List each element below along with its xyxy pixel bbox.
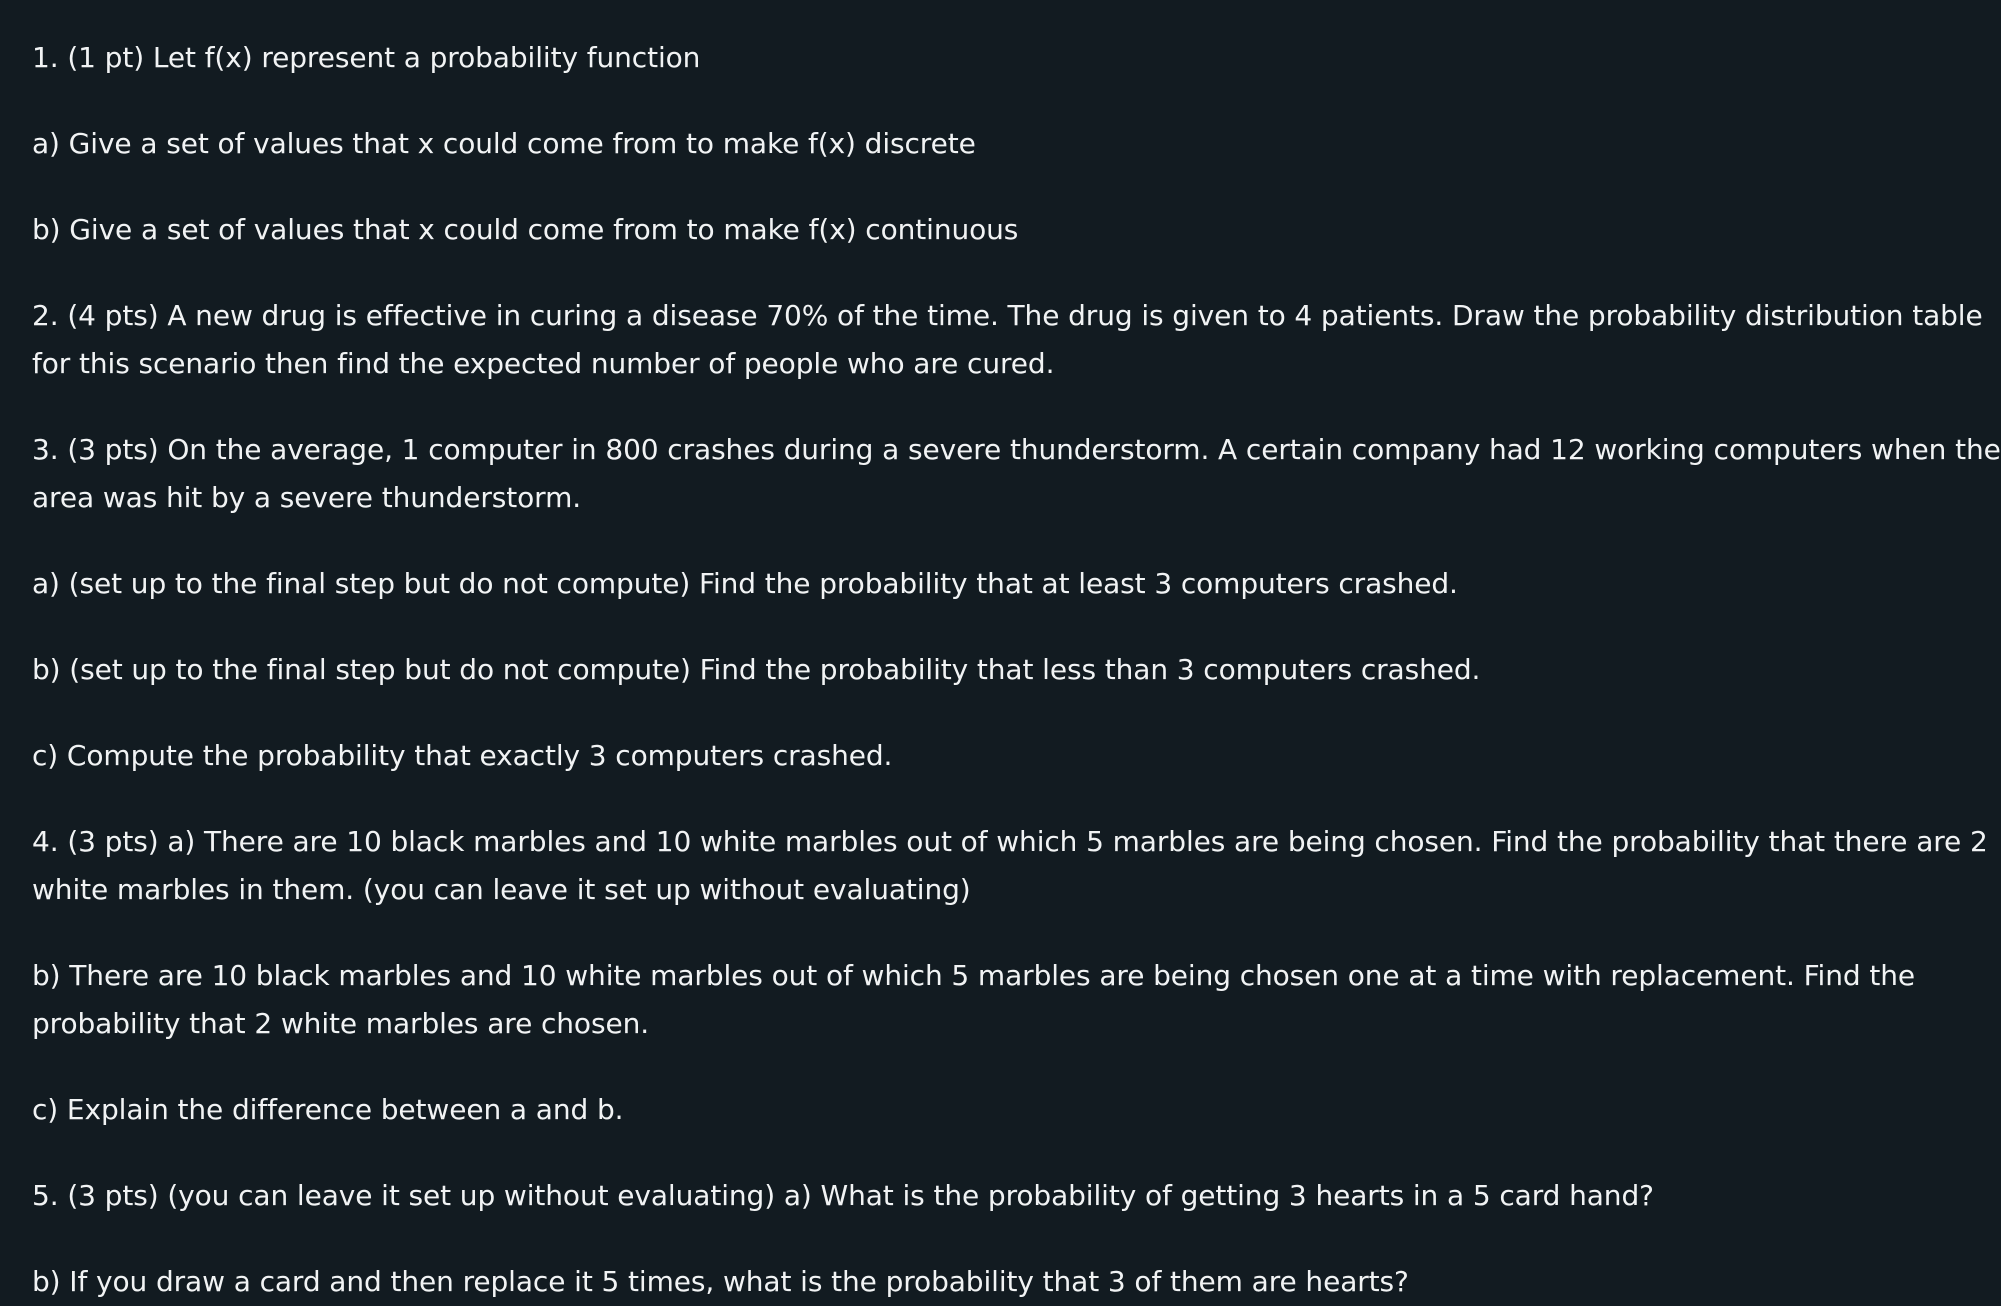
text-line: c) Compute the probability that exactly 3 computers crashed. xyxy=(32,739,893,772)
question-3b xyxy=(32,646,1965,694)
question-4c xyxy=(32,1086,1965,1134)
text-line: probability that 2 white marbles are chosen. xyxy=(32,1007,650,1040)
question-3-heading xyxy=(32,426,2001,522)
text-line: c) Explain the difference between a and b. xyxy=(32,1093,624,1126)
text-line: 5. (3 pts) (you can leave it set up without evaluating) a) What is the probability of getting 3 hearts in a 5 card hand? xyxy=(32,1179,1654,1212)
question-1a xyxy=(32,120,1965,168)
text-line: b) Give a set of values that x could come from to make f(x) continuous xyxy=(32,213,1019,246)
text-line: b) If you draw a card and then replace it 5 times, what is the probability that 3 of them are hearts? xyxy=(32,1265,1409,1298)
question-5b xyxy=(32,1258,1965,1306)
question-3c xyxy=(32,732,1965,780)
text-line: a) (set up to the final step but do not compute) Find the probability that at least 3 computers crashed. xyxy=(32,567,1458,600)
text-line: b) There are 10 black marbles and 10 white marbles out of which 5 marbles are being chosen one at a time with replacement. Find the xyxy=(32,959,1916,992)
question-2 xyxy=(32,292,1983,388)
question-3a xyxy=(32,560,1965,608)
text-line: 2. (4 pts) A new drug is effective in curing a disease 70% of the time. The drug is given to 4 patients. Draw the probability distribution table xyxy=(32,299,1983,332)
text-line: area was hit by a severe thunderstorm. xyxy=(32,481,582,514)
question-1-heading xyxy=(32,34,1965,82)
text-line: white marbles in them. (you can leave it set up without evaluating) xyxy=(32,873,971,906)
text-line: for this scenario then find the expected number of people who are cured. xyxy=(32,347,1055,380)
text-line: b) (set up to the final step but do not compute) Find the probability that less than 3 computers crashed. xyxy=(32,653,1481,686)
text-line: 3. (3 pts) On the average, 1 computer in 800 crashes during a severe thunderstorm. A certain company had 12 working computers when the xyxy=(32,433,2001,466)
question-5a xyxy=(32,1172,1965,1220)
text-line: 1. (1 pt) Let f(x) represent a probability function xyxy=(32,41,701,74)
question-1b xyxy=(32,206,1965,254)
question-4b xyxy=(32,952,1965,1048)
text-line: a) Give a set of values that x could come from to make f(x) discrete xyxy=(32,127,976,160)
text-line: 4. (3 pts) a) There are 10 black marbles and 10 white marbles out of which 5 marbles are being chosen. Find the probability that there are 2 xyxy=(32,825,1988,858)
question-4a xyxy=(32,818,1988,914)
